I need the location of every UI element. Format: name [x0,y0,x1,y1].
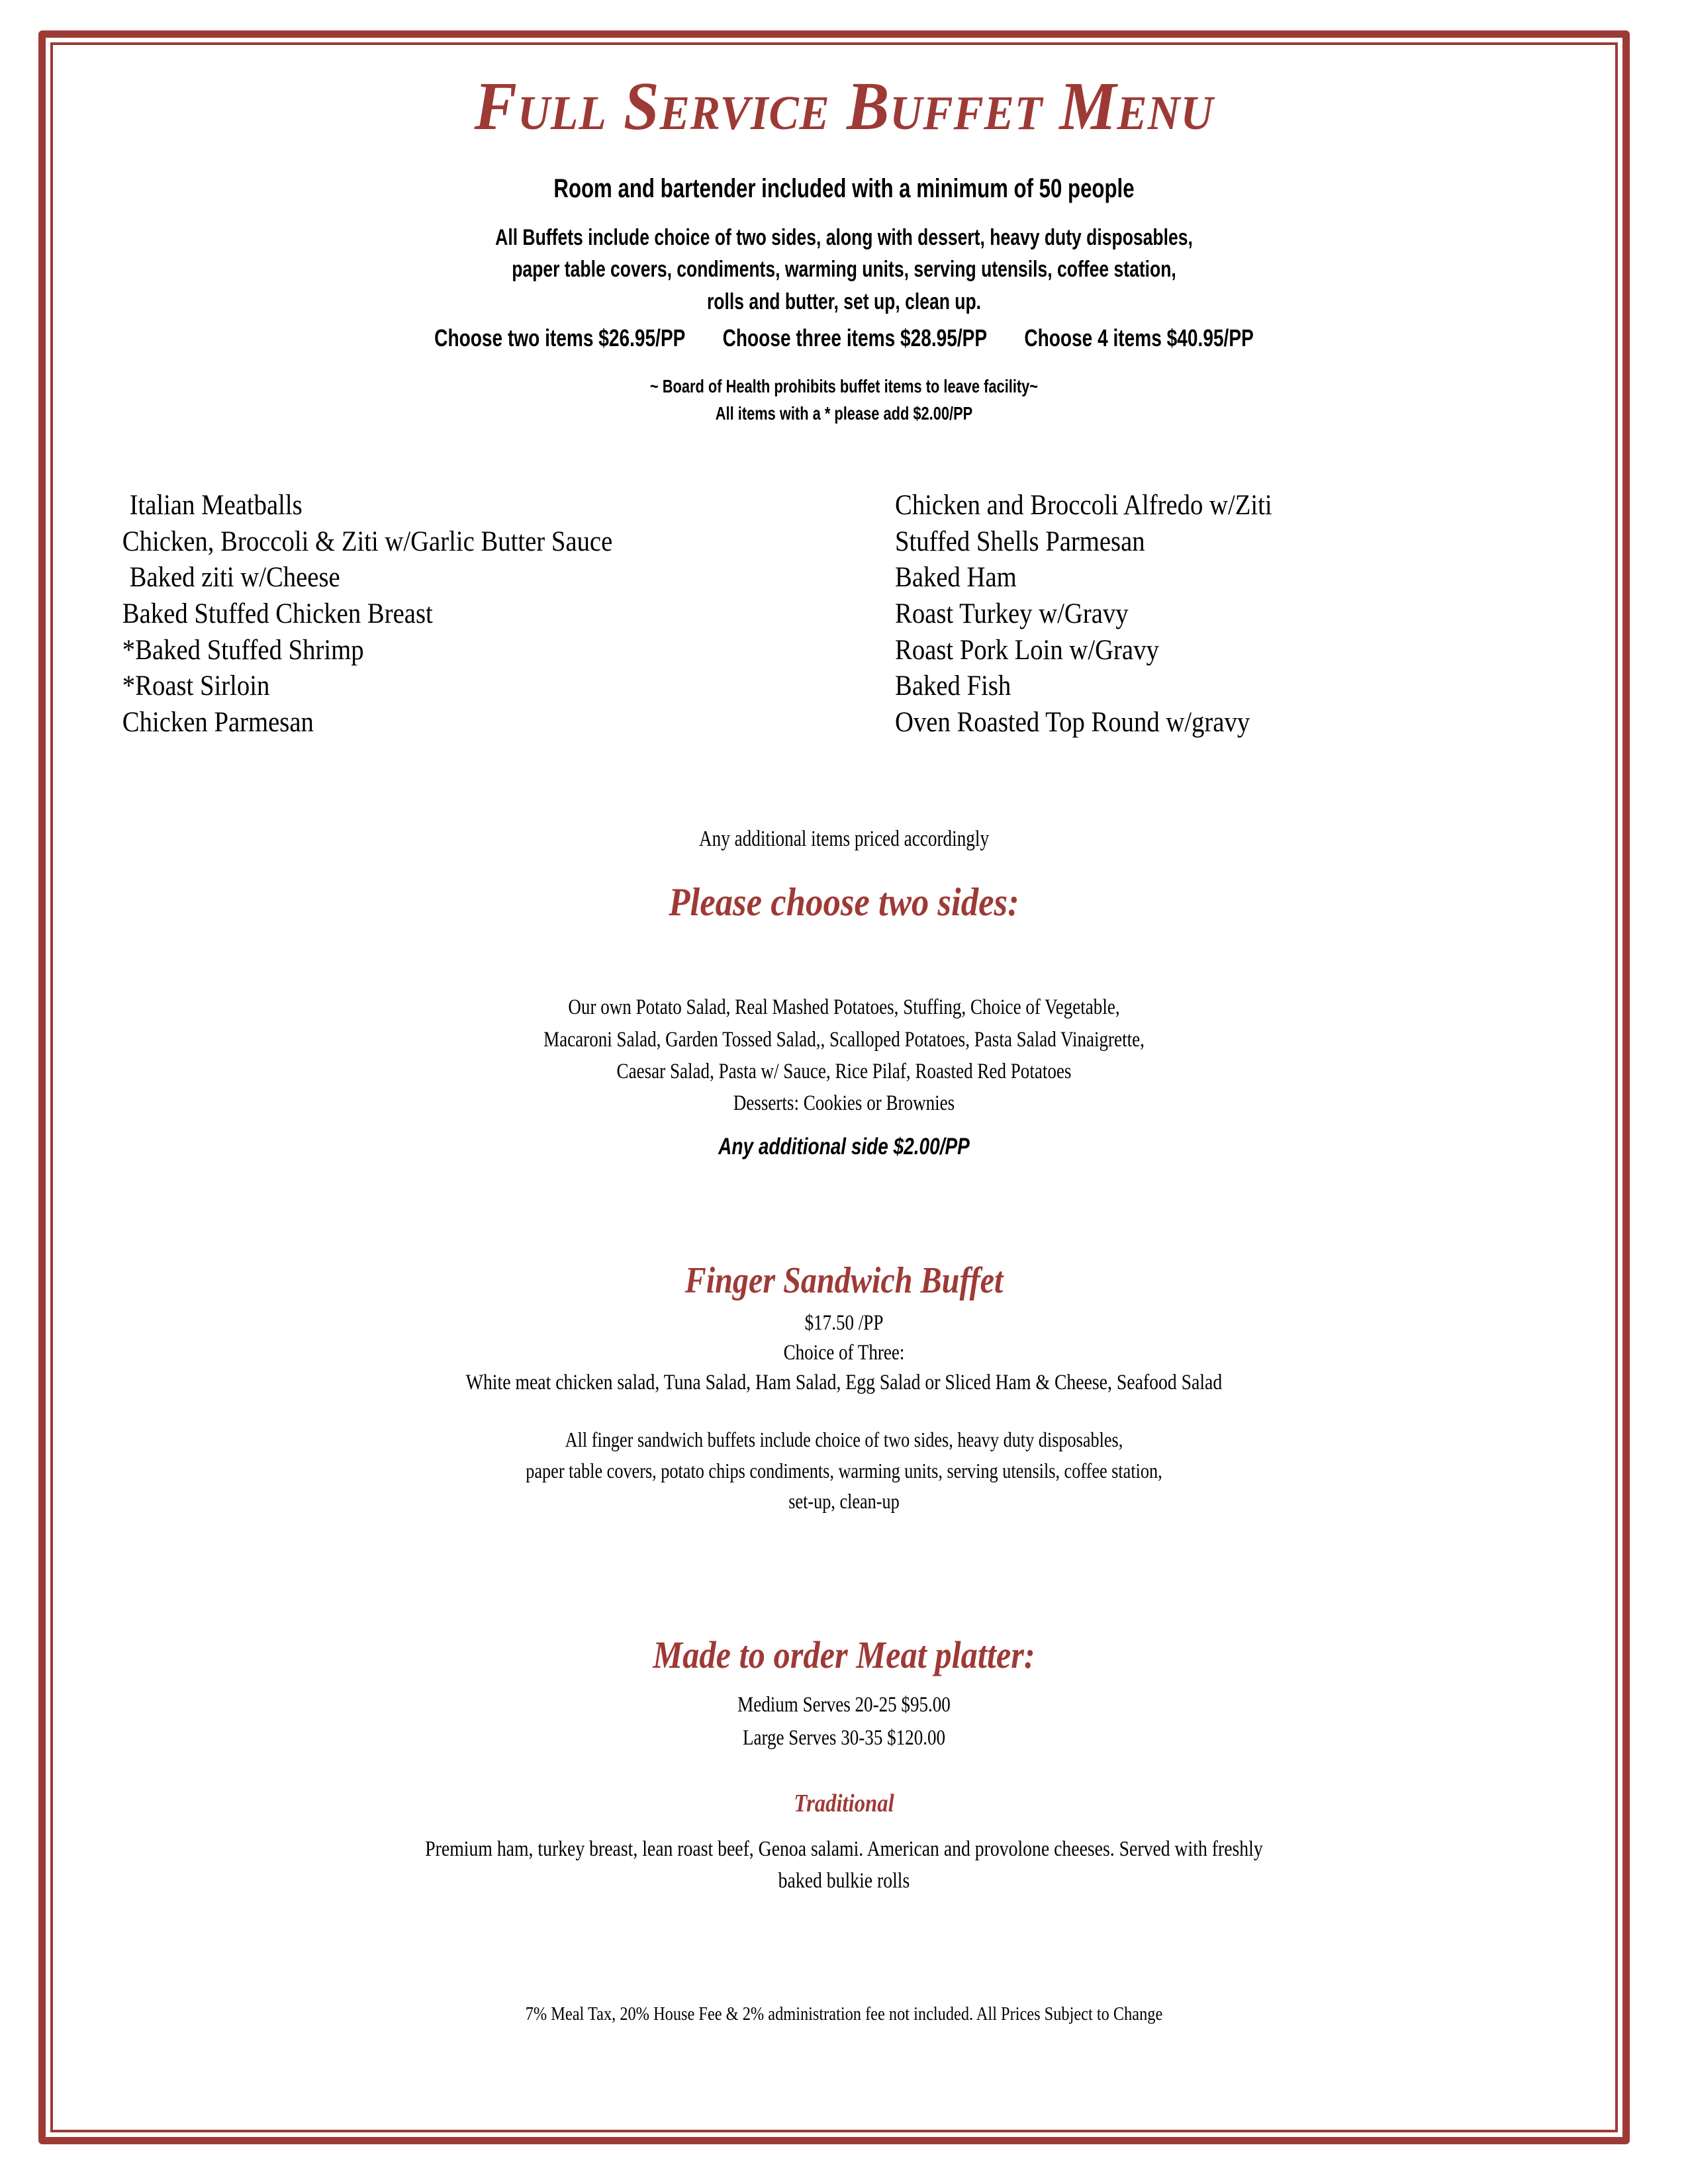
header-block [248,173,1440,427]
includes-line: All Buffets include choice of two sides, along with dessert, heavy duty disposables, [495,225,1193,251]
header-subtitle: Room and bartender included with a minimum of 50 people [553,174,1135,204]
entree-item: Roast Pork Loin w/Gravy [894,634,1159,666]
meat-platter-heading: Made to order Meat platter: [653,1633,1035,1677]
menu-content [79,60,1609,2025]
meat-platter-section [79,1633,1609,1897]
traditional-line: Premium ham, turkey breast, lean roast beef, Genoa salami. American and provolone cheeses. Served with freshly [425,1837,1263,1862]
entree-item: Baked ziti w/Cheese [129,562,340,594]
traditional-line: baked bulkie rolls [778,1869,910,1893]
pricing-option: Choose three items $28.95/PP [722,324,988,351]
sides-line: Caesar Salad, Pasta w/ Sauce, Rice Pilaf, Roasted Red Potatoes [616,1059,1072,1083]
entree-item: Oven Roasted Top Round w/gravy [894,706,1250,738]
entree-item: Chicken and Broccoli Alfredo w/Ziti [894,490,1272,522]
finger-sandwich-choice-label [217,1341,1471,1365]
header-notes [248,373,1440,427]
additional-side-charge: Any additional side $2.00/PP [718,1134,970,1160]
additional-items-text: Any additional items priced accordingly [698,827,990,852]
traditional-heading: Traditional [794,1790,894,1818]
finger-includes-line: paper table covers, potato chips condiments, warming units, serving utensils, coffee station, [526,1458,1162,1482]
traditional-description [202,1834,1486,1897]
entree-column-right [841,488,1532,741]
sides-line: Macaroni Salad, Garden Tossed Salad,, Scalloped Potatoes, Pasta Salad Vinaigrette, [543,1027,1145,1052]
finger-includes-line: All finger sandwich buffets include choice of two sides, heavy duty disposables, [565,1428,1123,1452]
platter-size-medium: Medium Serves 20-25 $95.00 [737,1693,951,1717]
sides-heading: Please choose two sides: [669,880,1019,925]
entree-item: Chicken Parmesan [122,706,314,738]
footer-disclaimer [202,2003,1486,2025]
entree-item: Italian Meatballs [129,490,303,522]
finger-choice-text: Choice of Three: [783,1341,905,1365]
additional-items-note [232,827,1456,852]
includes-line: paper table covers, condiments, warming units, serving utensils, coffee station, [512,257,1176,283]
finger-sandwich-section [79,1259,1609,1516]
meat-platter-sizes [217,1689,1471,1754]
entree-list [79,488,1609,741]
finger-sandwich-price [217,1311,1471,1336]
entree-column-left [79,488,765,741]
entree-item: Stuffed Shells Parmesan [894,525,1145,557]
sides-list [217,991,1471,1119]
entree-item: Baked Stuffed Chicken Breast [122,598,433,629]
finger-options-text: White meat chicken salad, Tuna Salad, Ham Salad, Egg Salad or Sliced Ham & Cheese, Seafood Salad [465,1371,1223,1395]
page-title: Full Service Buffet Menu [474,68,1214,144]
finger-price-text: $17.50 /PP [804,1311,884,1336]
entree-item: Chicken, Broccoli & Ziti w/Garlic Butter Sauce [122,525,613,557]
entree-item: Baked Ham [894,562,1017,594]
platter-size-large: Large Serves 30-35 $120.00 [742,1725,946,1750]
finger-sandwich-heading: Finger Sandwich Buffet [684,1260,1004,1302]
traditional-block [79,1789,1609,1897]
pricing-option: Choose 4 items $40.95/PP [1024,324,1254,351]
pricing-options [248,324,1440,352]
surcharge-note: All items with a * please add $2.00/PP [715,402,973,424]
sides-desserts-line: Desserts: Cookies or Brownies [733,1091,955,1115]
finger-sandwich-includes [217,1424,1471,1516]
finger-sandwich-options [202,1371,1486,1395]
finger-includes-line: set-up, clean-up [788,1488,900,1513]
entree-item: Roast Turkey w/Gravy [894,598,1129,629]
health-note: ~ Board of Health prohibits buffet items to leave facility~ [649,375,1039,396]
pricing-option: Choose two items $26.95/PP [434,324,686,351]
entree-item: *Baked Stuffed Shrimp [122,634,364,666]
footer-disclaimer-text: 7% Meal Tax, 20% House Fee & 2% administration fee not included. All Prices Subject to Change [525,2003,1163,2025]
entree-item: *Roast Sirloin [122,670,270,702]
includes-line: rolls and butter, set up, clean up. [706,289,982,314]
header-includes [248,222,1440,318]
sides-line: Our own Potato Salad, Real Mashed Potatoes, Stuffing, Choice of Vegetable, [568,995,1120,1020]
entree-item: Baked Fish [894,670,1011,702]
